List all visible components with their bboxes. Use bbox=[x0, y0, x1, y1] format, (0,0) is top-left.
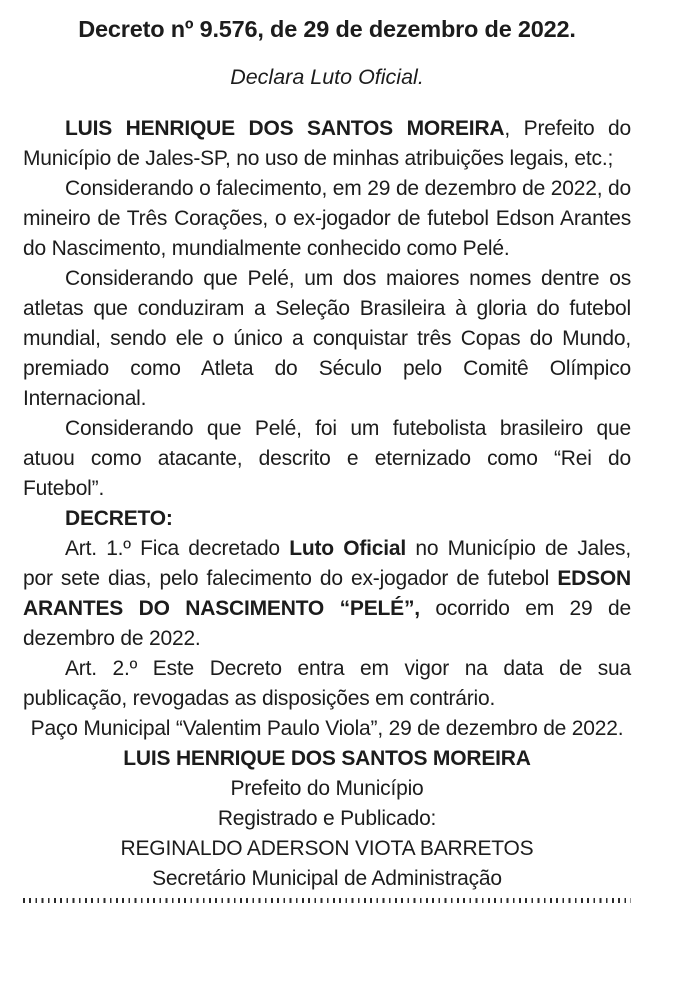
signature-mayor-name: LUIS HENRIQUE DOS SANTOS MOREIRA bbox=[123, 747, 531, 770]
article-1-tail: ocorrido em 29 de dezembro de 2022. bbox=[23, 597, 631, 650]
decree-title: Decreto nº 9.576, de 29 de dezembro de 2022. bbox=[78, 16, 576, 42]
article-1-luto-oficial: Luto Oficial bbox=[289, 537, 407, 560]
place-date-line: Paço Municipal “Valentim Paulo Viola”, 29 de dezembro de 2022. bbox=[30, 717, 624, 740]
paragraph-article-1 bbox=[23, 534, 631, 654]
decreto-heading bbox=[23, 504, 631, 534]
signature-secretary-name: REGINALDO ADERSON VIOTA BARRETOS bbox=[120, 837, 534, 860]
decree-subject: Declara Luto Oficial. bbox=[230, 65, 424, 89]
decreto-heading-label: DECRETO: bbox=[65, 507, 173, 530]
paragraph-preamble bbox=[23, 114, 631, 174]
signature-mayor-title: Prefeito do Município bbox=[230, 777, 424, 800]
dotted-separator bbox=[23, 898, 631, 903]
article-1-middle: no Município de Jales, por sete dias, pelo falecimento do ex-jogador de futebol bbox=[23, 537, 631, 590]
paragraph-considering-2: Considerando que Pelé, um dos maiores nomes dentre os atletas que conduziram a Seleção Brasileira à gloria do futebol mundial, sendo ele o único a conquistar três Copas do Mundo, premiado como Atleta do Século pelo Comitê Olímpico Internacional. bbox=[23, 267, 631, 410]
signature-secretary-title: Secretário Municipal de Administração bbox=[152, 867, 502, 890]
paragraph-considering-1: Considerando o falecimento, em 29 de dezembro de 2022, do mineiro de Três Corações, o ex-jogador de futebol Edson Arantes do Nascimento, mundialmente conhecido como Pelé. bbox=[23, 177, 631, 260]
mayor-name-inline: LUIS HENRIQUE DOS SANTOS MOREIRA bbox=[65, 117, 505, 140]
registered-published-label: Registrado e Publicado: bbox=[217, 807, 437, 830]
article-1-lead: Art. 1.º Fica decretado bbox=[65, 537, 290, 560]
paragraph-article-2: Art. 2.º Este Decreto entra em vigor na data de sua publicação, revogadas as disposições em contrário. bbox=[23, 657, 631, 710]
preamble-rest: , Prefeito do Município de Jales-SP, no uso de minhas atribuições legais, etc.; bbox=[23, 117, 632, 170]
article-1-pele-name: EDSON ARANTES DO NASCIMENTO “PELÉ”, bbox=[23, 567, 631, 620]
paragraph-considering-3: Considerando que Pelé, foi um futebolista brasileiro que atuou como atacante, descrito e eternizado como “Rei do Futebol”. bbox=[23, 417, 631, 500]
